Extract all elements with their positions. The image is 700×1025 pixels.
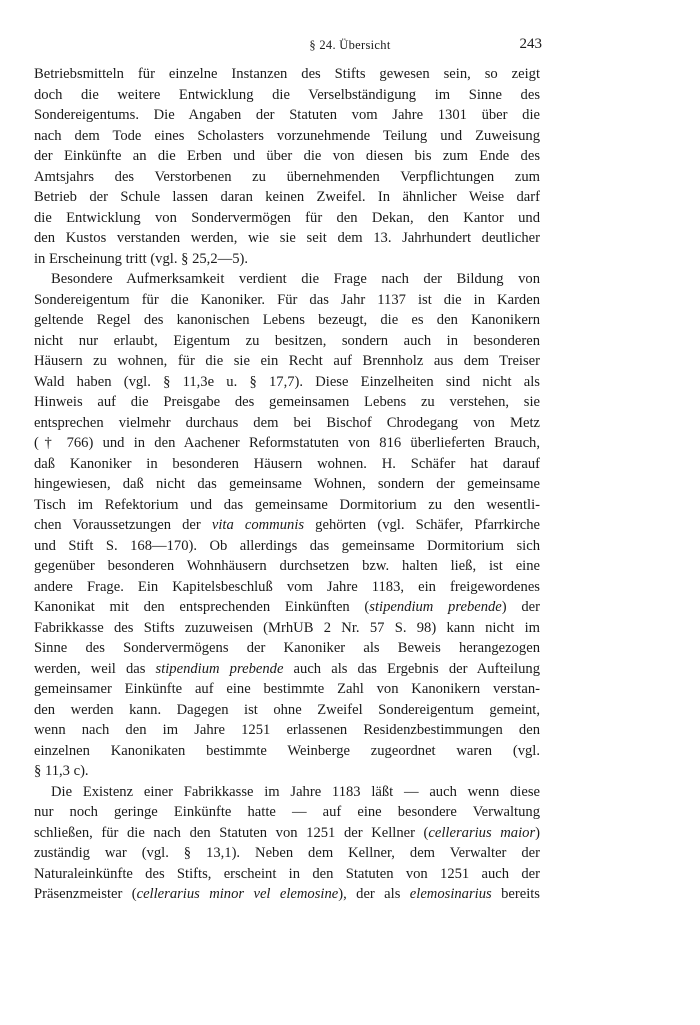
text-line: [34, 782, 540, 803]
text-line: [34, 331, 540, 352]
text-segment: nicht nur erlaubt, Eigentum zu besitzen, sondern auch in besonderen: [34, 332, 540, 349]
text-segment: ) der: [501, 599, 540, 615]
text-line: [34, 618, 540, 639]
text-line: [34, 536, 540, 557]
text-segment: § 11,3 c).: [34, 763, 89, 779]
page-number: 243: [519, 36, 542, 52]
text-segment: Fabrikkasse des Stifts zuzuweisen (MrhUB 2 Nr. 57 S. 98) kann nicht im: [34, 619, 540, 636]
text-segment: geltende Regel des kanonischen Lebens bezeugt, die es den Kanonikern: [34, 312, 540, 328]
text-segment: den Kustos verstanden werden, wie sie seit dem 13. Jahrhundert deutlicher: [34, 230, 540, 246]
text-segment: und Stift S. 168—170). Ob allerdings das gemeinsame Dormitorium sich: [34, 537, 540, 554]
text-line: [34, 700, 540, 721]
text-segment: doch die weitere Entwicklung die Verselbständigung im Sinne des: [34, 86, 540, 103]
text-line: [34, 474, 540, 495]
text-segment: nur noch geringe Einkünfte hatte — auf eine besondere Verwaltung: [34, 804, 540, 820]
text-segment: Sinne des Sondervermögens der Kanoniker als Beweis herangezogen: [34, 640, 540, 656]
text-line: [34, 556, 540, 577]
text-line: [34, 269, 540, 290]
text-line: [34, 741, 540, 762]
text-segment: der Einkünfte an die Erben und über die von diesen bis zum Ende des: [34, 148, 540, 164]
italic-term: elemosinarius: [409, 886, 492, 902]
text-segment: gegenüber besonderen Wohnhäusern durchsetzen bzw. halten ließ, ist eine: [34, 558, 540, 574]
text-line: [34, 208, 540, 229]
text-segment: hingewiesen, daß nicht das gemeinsame Wohnen, sondern der gemeinsame: [34, 476, 540, 492]
text-line: [34, 146, 540, 167]
text-line: [34, 413, 540, 434]
text-line: [34, 85, 540, 106]
text-line: [34, 310, 540, 331]
text-segment: wenn nach den im Jahre 1251 erlassenen Residenzbestimmungen den: [34, 722, 540, 738]
text-line: [34, 64, 540, 85]
italic-term: vita communis: [211, 517, 305, 533]
italic-term: cellerarius maior: [428, 824, 536, 841]
text-line: [34, 495, 540, 516]
text-segment: auch als das Ergebnis der Aufteilung: [283, 660, 540, 677]
italic-term: stipendium prebende: [369, 599, 502, 615]
text-line: [34, 187, 540, 208]
text-segment: Sondereigentum für die Kanoniker. Für das Jahr 1137 ist die in Karden: [34, 291, 540, 308]
text-line: [34, 290, 540, 311]
text-segment: in Erscheinung tritt (vgl. § 25,2—5).: [34, 250, 249, 267]
text-segment: schließen, für die nach den Statuten von 1251 der Kellner (: [34, 824, 429, 841]
text-segment: nach dem Tode eines Scholasters vorzunehmende Teilung und Zuweisung: [34, 127, 540, 144]
text-line: [34, 802, 540, 823]
text-segment: Hinweis auf die Preisgabe des gemeinsamen Lebens zu verstehen, sie: [34, 394, 540, 410]
text-line: [34, 372, 540, 393]
text-line: [34, 392, 540, 413]
body-text: [34, 64, 540, 905]
text-line: [34, 761, 540, 782]
text-segment: ), der als: [338, 886, 410, 902]
text-segment: gemeinsamer Einkünfte auf eine bestimmte Zahl von Kanonikern verstan-: [34, 681, 540, 697]
text-segment: Betriebsmitteln für einzelne Instanzen des Stifts gewesen sein, so zeigt: [34, 66, 540, 82]
text-line: [34, 126, 540, 147]
text-line: [34, 249, 540, 270]
text-line: [34, 638, 540, 659]
text-segment: Präsenzmeister (: [34, 886, 137, 902]
text-line: [34, 597, 540, 618]
text-segment: einzelnen Kanonikaten bestimmte Weinberge zugeordnet waren (vgl.: [34, 742, 540, 759]
text-line: [34, 720, 540, 741]
text-segment: Häusern zu wohnen, für die sie ein Recht auf Brennholz aus dem Treiser: [34, 353, 540, 369]
text-segment: Betrieb der Schule lassen daran keinen Zweifel. In ähnlicher Weise darf: [34, 189, 540, 205]
text-segment: Die Existenz einer Fabrikkasse im Jahre 1183 läßt — auch wenn diese: [51, 783, 540, 800]
text-line: [34, 823, 540, 844]
text-segment: Besondere Aufmerksamkeit verdient die Frage nach der Bildung von: [51, 271, 540, 287]
text-segment: gehörten (vgl. Schäfer, Pfarrkirche: [304, 517, 540, 533]
text-segment: Naturaleinkünfte des Stifts, erscheint in den Statuten von 1251 auch der: [34, 865, 540, 882]
text-line: [34, 679, 540, 700]
text-segment: den werden kann. Dagegen ist ohne Zweifel Sondereigentum gemeint,: [34, 701, 540, 718]
text-line: [34, 228, 540, 249]
text-line: [34, 454, 540, 475]
text-segment: chen Voraussetzungen der: [34, 517, 212, 533]
text-line: [34, 167, 540, 188]
text-segment: zuständig war (vgl. § 13,1). Neben dem Kellner, dem Verwalter der: [34, 845, 540, 861]
italic-term: stipendium prebende: [155, 660, 284, 677]
text-segment: Wald haben (vgl. § 11,3e u. § 17,7). Diese Einzelheiten sind nicht als: [34, 373, 540, 390]
text-segment: die Entwicklung von Sondervermögen für den Dekan, den Kantor und: [34, 209, 540, 226]
text-line: [34, 577, 540, 598]
text-segment: ): [535, 824, 540, 841]
text-segment: Amtsjahrs des Verstorbenen zu übernehmenden Verpflichtungen zum: [34, 168, 540, 185]
text-segment: († 766) und in den Aachener Reformstatuten von 816 überlieferten Brauch,: [34, 435, 540, 451]
text-segment: Tisch im Refektorium und das gemeinsame Dormitorium zu den wesentli-: [34, 496, 540, 513]
text-segment: daß Kanoniker in besonderen Häusern wohnen. H. Schäfer hat darauf: [34, 455, 540, 472]
running-header: [0, 36, 700, 56]
text-line: [34, 843, 540, 864]
text-segment: Sondereigentums. Die Angaben der Statuten vom Jahre 1301 über die: [34, 107, 540, 123]
text-line: [34, 659, 540, 680]
text-segment: andere Frage. Ein Kapitelsbeschluß vom Jahre 1183, ein freigewordenes: [34, 578, 540, 595]
section-title: § 24. Übersicht: [309, 38, 391, 52]
text-line: [34, 433, 540, 454]
text-segment: Kanonikat mit den entsprechenden Einkünften (: [34, 599, 370, 615]
text-line: [34, 105, 540, 126]
text-line: [34, 351, 540, 372]
text-segment: entsprechen vielmehr durchaus dem bei Bischof Chrodegang von Metz: [34, 414, 540, 431]
italic-term: cellerarius minor vel elemosine: [136, 886, 339, 902]
text-line: [34, 515, 540, 536]
text-segment: bereits: [491, 886, 540, 902]
text-line: [34, 864, 540, 885]
text-line: [34, 884, 540, 905]
text-segment: werden, weil das: [34, 660, 156, 677]
